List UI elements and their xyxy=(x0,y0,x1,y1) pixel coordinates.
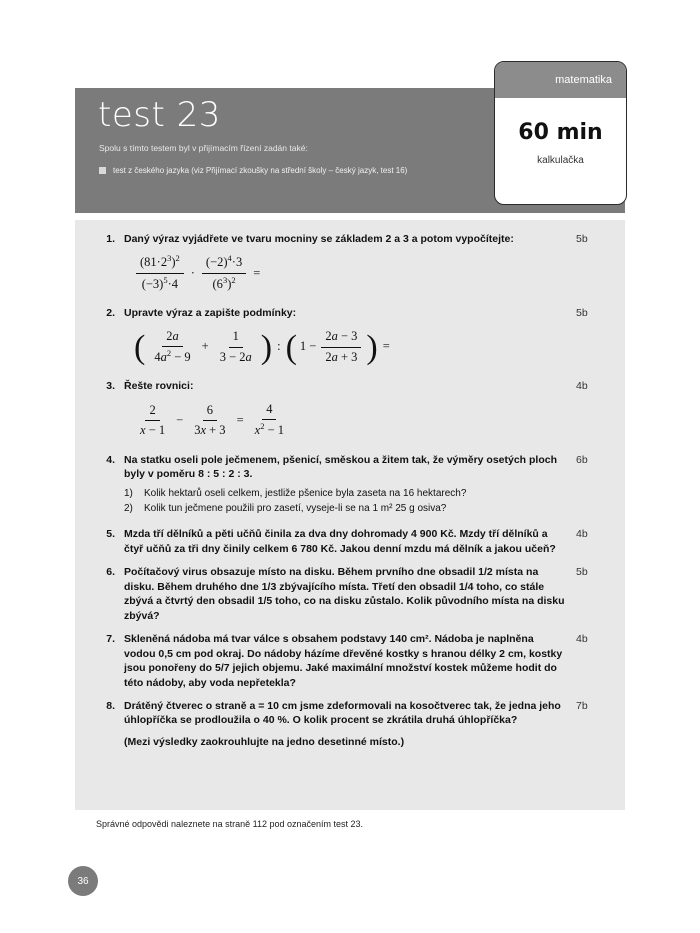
task-content xyxy=(115,379,608,443)
task-item xyxy=(93,379,608,443)
task-content: Počítačový virus obsazuje místo na disku. Během prvního dne obsadil 1/2 místa na disku. Během druhého dne 1/3 zbývajícího místa. Třetí den obsadil 1/4 toho, co stále zbývá a čtvrtý den obsadil 1/5 toho, co na disku zůstalo. Kolik původního místa na disku zbývá? xyxy=(124,566,565,622)
task-points: 4b xyxy=(576,633,588,646)
task-formula: $\frac{(81\cdot 2^3)^2}{(-3)^5\cdot 4}$ · $\frac{(-2)^4\cdot 3}{(6^3)^2}$ = xyxy=(134,253,566,293)
task-points: 5b xyxy=(576,307,588,320)
info-box xyxy=(494,61,627,205)
task-points: 5b xyxy=(576,566,588,579)
task-item xyxy=(93,453,608,519)
task-item xyxy=(93,632,608,690)
task-content xyxy=(115,453,608,519)
task-formula: ( $\frac{2a}{4a^2 - 9}$ + $\frac{1}{3 - 2a}$ ) : ( 1 − $\frac{2a - 3}{2a + 3}$ ) = xyxy=(134,328,390,366)
task-points: 6b xyxy=(576,453,588,466)
task-subitem xyxy=(124,502,566,516)
allowed-tool: kalkulačka xyxy=(537,155,584,166)
task-content xyxy=(115,232,608,297)
task-number: 2. xyxy=(106,307,115,320)
tasks-list xyxy=(93,232,608,758)
task-text: Řešte rovnici: xyxy=(124,380,194,393)
task-subitem xyxy=(124,487,566,501)
page-number-badge: 36 xyxy=(68,866,98,896)
subitem-label: 2) xyxy=(124,503,133,515)
page-title: test 23 xyxy=(98,95,221,135)
task-item xyxy=(93,699,608,749)
header-subtitle: Spolu s tímto testem byl v přijímacím řízení zadán také: xyxy=(99,143,308,153)
task-subitems xyxy=(124,487,566,517)
task-number: 7. xyxy=(106,633,115,646)
task-content: Mzda tří dělníků a pěti učňů činila za dva dny dohromady 4 900 Kč. Mzdy tří dělníků a čtyř učňů za tři dny činily celkem 6 780 Kč. Jakou denní mzdu má dělník a jakou učeň? xyxy=(124,528,556,555)
task-number: 3. xyxy=(106,380,115,393)
related-test-label: test z českého jazyka (viz Přijímací zkoušky na střední školy – český jazyk, test 16) xyxy=(113,166,408,175)
task-points: 5b xyxy=(576,233,588,245)
task-points: 4b xyxy=(576,528,588,541)
task-text: Daný výraz vyjádřete ve tvaru mocniny se základem 2 a 3 a potom vypočítejte: xyxy=(124,233,514,245)
answer-key-note: Správné odpovědi naleznete na straně 112 pod označením test 23. xyxy=(96,819,364,829)
task-points: 7b xyxy=(576,699,588,712)
task-formula: $\frac{2}{x - 1}$ − $\frac{6}{3x + 3}$ = $\frac{4}{x^2 - 1}$ xyxy=(140,401,284,438)
task-text: Upravte výraz a zapište podmínky: xyxy=(124,307,297,320)
task-number: 8. xyxy=(106,699,115,712)
task-content: Skleněná nádoba má tvar válce s obsahem podstavy 140 cm². Nádoba je naplněna vodou 0,5 cm pod okraj. Do nádoby házíme dřevěné kostky s hranou délky 2 cm, kostky jsou ponořeny do 5/7 jejich objemu. Jaké maximální množství kostek můžeme hodit do této nádoby, aby voda nepřetekla? xyxy=(124,633,563,689)
time-limit: 60 min xyxy=(518,120,603,145)
task-points: 4b xyxy=(576,380,588,393)
task-text: Drátěný čtverec o straně a = 10 cm jsme zdeformovali na kosočtverec tak, že jedna jeho úhlopříčka se prodloužila o 40 %. O kolik procent se zkrátila druhá úhlopříčka? xyxy=(124,699,561,727)
task-item xyxy=(93,306,608,370)
task-number: 5. xyxy=(106,528,115,541)
task-number: 1. xyxy=(106,233,115,245)
task-text: Na statku oseli pole ječmenem, pšenicí, směskou a žitem tak, že výměry osetých ploch byly v poměru 8 : 5 : 2 : 3. xyxy=(124,453,558,481)
task-item xyxy=(93,527,608,556)
subitem-label: 1) xyxy=(124,487,133,499)
subitem-text: Kolik tun ječmene použili pro zasetí, vyseje-li se na 1 m² 25 g osiva? xyxy=(144,503,447,515)
subitem-text: Kolik hektarů oseli celkem, jestliže pšenice byla zaseta na 16 hektarech? xyxy=(144,487,467,499)
task-note: (Mezi výsledky zaokrouhlujte na jedno desetinné místo.) xyxy=(124,735,405,748)
task-content xyxy=(115,699,608,749)
related-test-item xyxy=(99,166,407,175)
subject-label: matematika xyxy=(495,62,626,98)
task-number: 6. xyxy=(106,566,115,579)
task-number: 4. xyxy=(106,453,115,466)
task-item xyxy=(93,565,608,623)
task-item xyxy=(93,232,608,297)
square-bullet-icon xyxy=(99,167,106,174)
task-content xyxy=(115,306,608,370)
